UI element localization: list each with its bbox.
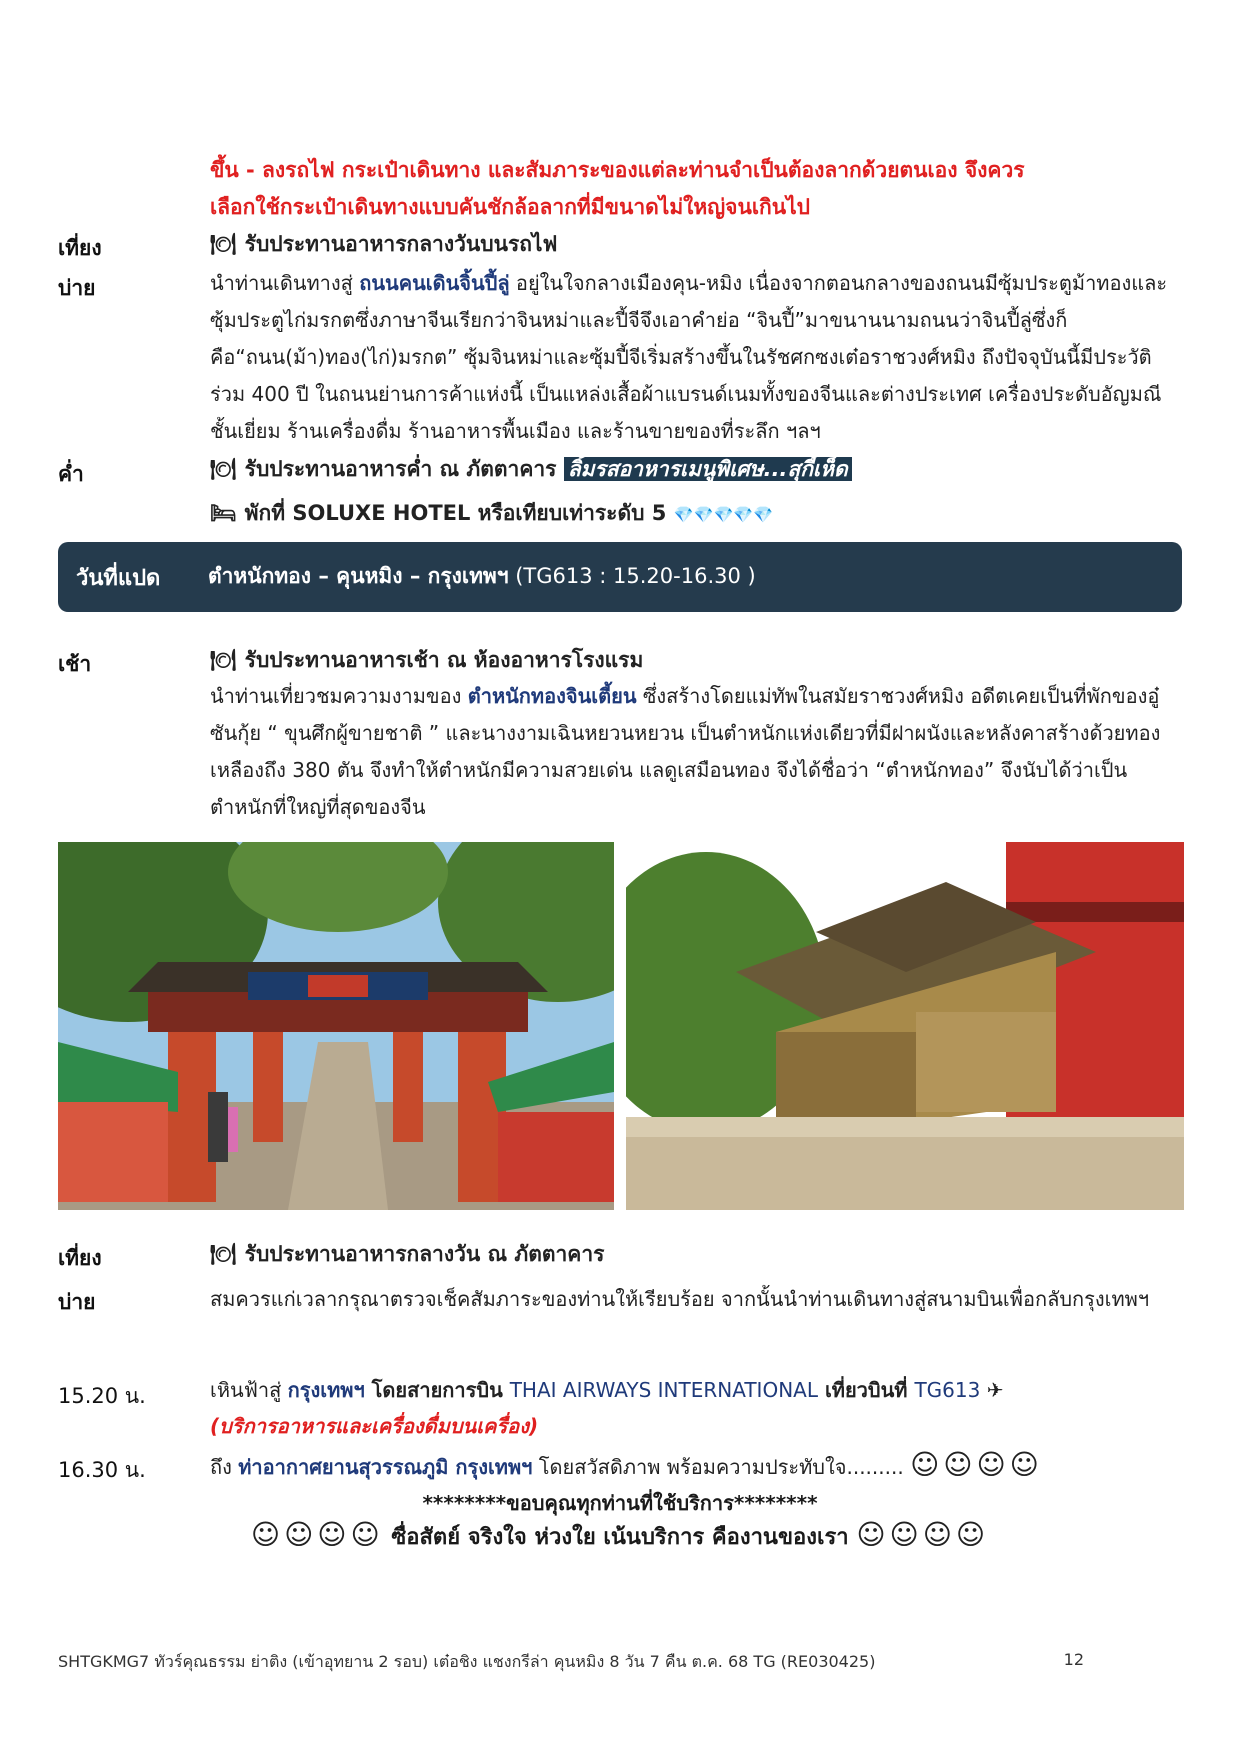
suvarnabhumi-airport: ท่าอากาศยานสุวรรณภูมิ กรุงเทพฯ <box>238 1455 533 1479</box>
smile-icons-right: ☺☺☺☺ <box>856 1518 990 1551</box>
inflight-service-note: (บริการอาหารและเครื่องดื่มบนเครื่อง) <box>210 1414 539 1438</box>
flight-number: TG613 <box>914 1378 981 1402</box>
photo-temple-gate <box>58 842 614 1210</box>
special-menu-highlight: ลิ้มรสอาหารเมนูพิเศษ...สุกี้เห็ด <box>564 457 852 481</box>
warning-line-1: ขึ้น - ลงรถไฟ กระเป๋าเดินทาง และสัมภาระของแต่ละท่านจำเป็นต้องลากด้วยตนเอง จึงควร <box>210 158 1025 182</box>
motto-line: ☺☺☺☺ ซื่อสัตย์ จริงใจ ห่วงใย เน้นบริการ คืองานของเรา ☺☺☺☺ <box>250 1518 990 1551</box>
warning-line-2: เลือกใช้กระเป๋าเดินทางแบบคันชักล้อลากที่มีขนาดไม่ใหญ่จนเกินไป <box>210 195 810 219</box>
depart-time: 15.20 น. <box>58 1384 146 1408</box>
place-golden-temple: ตำหนักทองจินเตี้ยน <box>467 684 637 708</box>
afternoon-label: บ่าย <box>58 276 96 300</box>
golden-temple-description: นำท่านเที่ยวชมความงามของ ตำหนักทองจินเตี้ยน ซึ่งสร้างโดยแม่ทัพในสมัยราชวงศ์หมิง อดีตเคยเป็นที่พักของอู๋ซันกุ้ย “ ขุนศึกผู้ขายชาติ ” และนางงามเฉินหยวนหยวน เป็นตำหนักแห่งเดียวที่มีฝาผนังและหลังคาสร้างด้วยทองเหลืองถึง 380 ตัน จึงทำให้ตำหนักมีความสวยเด่น แลดูเสมือนทอง จึงได้ชื่อว่า “ตำหนักทอง” จึงนับได้ว่าเป็นตำหนักที่ใหญ่ที่สุดของจีน <box>210 684 1161 819</box>
hotel-row: 🛏 พักที่ SOLUXE HOTEL หรือเทียบเท่าระดับ 5 💎💎💎💎💎 <box>210 495 1185 533</box>
breakfast-row: 🍽 รับประทานอาหารเช้า ณ ห้องอาหารโรงแรม <box>210 642 1185 679</box>
plane-icon: ✈ <box>986 1378 1004 1402</box>
breakfast-label: เช้า <box>58 652 92 676</box>
meal-icon: 🍽 <box>210 232 237 256</box>
day-label: วันที่แปด <box>76 566 161 591</box>
afternoon2-description: สมควรแก่เวลากรุณาตรวจเช็คสัมภาระของท่านให้เรียบร้อย จากนั้นนำท่านเดินทางสู่สนามบินเพื่อกลับกรุงเทพฯ <box>210 1287 1150 1311</box>
dinner-label: ค่ำ <box>58 462 84 486</box>
hotel-stars: 💎💎💎💎💎 <box>673 505 774 524</box>
smile-icons: ☺☺☺☺ <box>910 1448 1043 1481</box>
footer-program-code: SHTGKMG7 ทัวร์คุณธรรม ย่าติง (เข้าอุทยาน 2 รอบ) เต๋อชิง แชงกรีล่า คุนหมิง 8 วัน 7 คืน ต.ค. 68 TG (RE030425) <box>58 1652 876 1671</box>
day-title: ตำหนักทอง – คุนหมิง – กรุงเทพฯ (TG613 : 15.20-16.30 ) <box>208 564 756 588</box>
page-footer <box>58 1650 1188 1675</box>
lunch-row: 🍽 รับประทานอาหารกลางวันบนรถไฟ <box>210 226 1185 263</box>
arrive-row: ถึง ท่าอากาศยานสุวรรณภูมิ กรุงเทพฯ โดยสวัสดิภาพ พร้อมความประทับใจ......... ☺☺☺☺ <box>210 1448 1043 1481</box>
arrive-time: 16.30 น. <box>58 1458 146 1482</box>
lunch2-label: เที่ยง <box>58 1246 102 1270</box>
place-jinbi-road: ถนนคนเดินจิ้นปี้ลู่ <box>359 271 510 295</box>
smile-icons-left: ☺☺☺☺ <box>250 1518 384 1551</box>
bed-icon: 🛏 <box>210 501 237 525</box>
lunch2-row: 🍽 รับประทานอาหารกลางวัน ณ ภัตตาคาร <box>210 1236 1185 1273</box>
page-number: 12 <box>1063 1650 1084 1669</box>
lunch-label: เที่ยง <box>58 236 102 260</box>
afternoon-description: นำท่านเดินทางสู่ ถนนคนเดินจิ้นปี้ลู่ อยู่ในใจกลางเมืองคุน-หมิง เนื่องจากตอนกลางของถนนมีซุ้มประตูม้าทองและซุ้มประตูไก่มรกตซึ่งภาษาจีนเรียกว่าจินหม่าและปี้จีจึงเอาคำย่อ “จินปี้”มาขนานนามถนนว่าจินปี้ลู่ซึ่งก็คือ“ถนน(ม้า)ทอง(ไก่)มรกต” ซุ้มจินหม่าและซุ้มปี้จีเริ่มสร้างขึ้นในรัชศกซงเต๋อราชวงศ์หมิง ถึงปัจจุบันนี้มีประวัติร่วม 400 ปี ในถนนย่านการค้าแห่งนี้ เป็นแหล่งเสื้อผ้าแบรนด์เนมทั้งของจีนและต่างประเทศ เครื่องประดับอัญมณีชั้นเยี่ยม ร้านเครื่องดื่ม ร้านอาหารพื้นเมือง และร้านขายของที่ระลึก ฯลฯ <box>210 271 1168 443</box>
dinner-row: 🍽 รับประทานอาหารค่ำ ณ ภัตตาคาร ลิ้มรสอาหารเมนูพิเศษ...สุกี้เห็ด <box>210 451 1185 488</box>
day-header-bar <box>58 542 1182 612</box>
afternoon2-label: บ่าย <box>58 1290 96 1314</box>
depart-row: เหินฟ้าสู่ กรุงเทพฯ โดยสายการบิน THAI AIRWAYS INTERNATIONAL เที่ยวบินที่ TG613 ✈ <box>210 1378 1004 1402</box>
thanks-line: ********ขอบคุณทุกท่านที่ใช้บริการ******** <box>422 1491 818 1515</box>
meal-icon: 🍽 <box>210 457 237 481</box>
photo-golden-temple <box>626 842 1184 1210</box>
meal-icon: 🍽 <box>210 648 237 672</box>
airline-name: THAI AIRWAYS INTERNATIONAL <box>509 1378 818 1402</box>
baggage-warning <box>210 152 1185 226</box>
meal-icon: 🍽 <box>210 1242 237 1266</box>
